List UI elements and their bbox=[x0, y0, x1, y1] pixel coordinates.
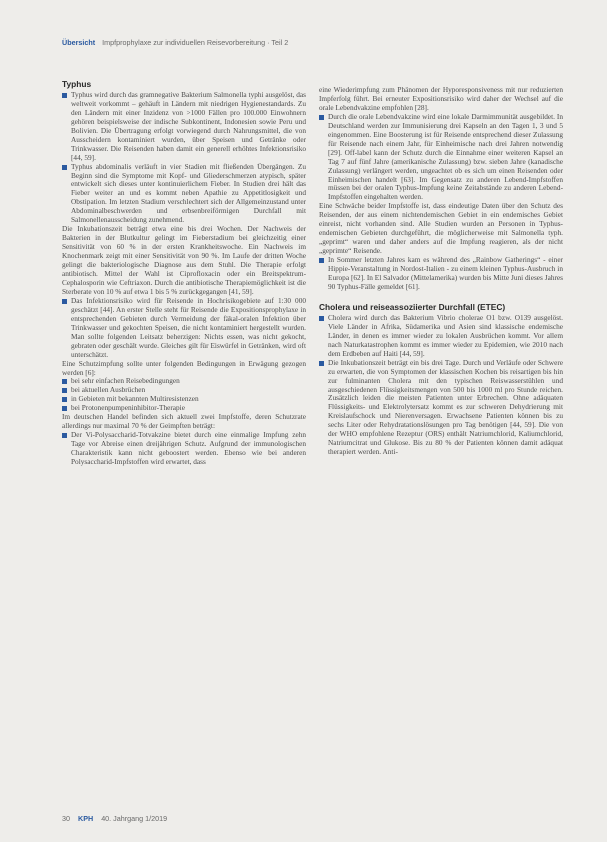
journal-issue: 40. Jahrgang 1/2019 bbox=[101, 814, 168, 823]
paragraph: Eine Schwäche beider Impfstoffe ist, dass eindeutige Daten über den Schutz des Reisenden, der aus einem nichtendemischen Gebiet in ein endemisches Gebiet einreist, nicht vorhanden sind. Alle Studien wurden an Personen in Typhus-endemischen Gebieten durchgeführt, die möglicherweise mit Salmonella typh. „geprimt“ waren und daher anders auf die Impfung reagieren, als der nicht „geprimte“ Reisende. bbox=[319, 201, 563, 256]
page-number: 30 bbox=[62, 814, 70, 823]
left-column bbox=[62, 80, 306, 467]
paragraph: Durch die orale Lebendvakzine wird eine lokale Darmimmunität ausgebildet. In Deutschland werden zur Immunisierung drei Kapseln an den Tagen 1, 3 und 5 eingenommen. Eine Boosterung ist für Reisende entsprechend dieser Zulassung für Reisende nach einem Jahr, für Einheimische nach drei Jahren notwendig [29]. Off-label kann der Schutz durch die Einnahme einer weiteren Kapsel an Tag 7 auf fünf Jahre (amerikanische Zulassung) bzw. sieben Jahre (kanadische Zulassung) verlängert werden, ungeachtet ob es sich um einen Reisenden oder Einheimischen handelt [63]. Im Gegensatz zu anderen Lebend-Impfstoffen müssen bei der oralen Typhus-Impfung keine Zeitabstände zu anderen Lebend-Impfstoffen eingehalten werden. bbox=[319, 113, 563, 203]
paragraph: Typhus wird durch das gramnegative Bakterium Salmonella typhi ausgelöst, das weltweit vorkommt – gehäuft in Ländern mit niedrigen Hygienestandards. Zu den Ländern mit einer Inzidenz von >1000 Fällen pro 100.000 Einwohnern gehören beispielsweise der indische Subkontinent, Indonesien sowie Peru und Bolivien. Die Übertragung erfolgt vorwiegend durch Nahrungsmittel, die von Ausscheidern kontaminiert wurden, über Speisen und Getränke oder Trinkwasser. Die Reisenden haben damit ein generell erhöhtes Infektionsrisiko [44, 59]. bbox=[62, 91, 306, 163]
bullet-marker bbox=[319, 361, 324, 366]
bullet-marker bbox=[319, 258, 324, 263]
paragraph: eine Wiederimpfung zum Phänomen der Hyporesponsiveness mit nur reduzierten Impferfolg führt. Bei erneuter Expositionsrisiko wird daher der Wechsel auf die orale Lebendvakzine empfohlen [28]. bbox=[319, 85, 563, 112]
paragraph: Die Inkubationszeit beträgt etwa eine bis drei Wochen. Der Nachweis der Bakterien in der Blutkultur gelingt im Fieberstadium bei gleichzeitig einer Sensitivität von 60 % in der ersten Krankheitswoche. Ein Nachweis im Knochenmark zeigt mit einer Sensitivität von 90 %. Im Laufe der dritten Woche gelingt die bakteriologische Diagnose aus dem Stuhl. Die Therapie erfolgt antibiotisch. Mittel der Wahl ist Ciprofloxacin oder ein Breitspektrum-Cephalosporin wie Ceftriaxon. Durch die antibiotische Therapiemöglichkeit ist die Sterberate von 10 % auf etwa 1 bis 5 % zurückgegangen [41, 59]. bbox=[62, 224, 306, 296]
paragraph: Typhus abdominalis verläuft in vier Stadien mit fließenden Übergängen. Zu Beginn sind die Symptome mit Kopf- und Gliederschmerzen atypisch, später entwickelt sich dieses unter kontinuierlichem Fieber. In Studien drei hält das Fieber weiter an und es kommt neben Apathie zu Appetitlosigkeit und Obstipation. Im letzten Stadium verschlechtert sich der Allgemeinzustand unter Abdominalbeschwerden und erbsenbreiförmigen Durchfall mit Salmonellenausscheidung zunehmend. bbox=[62, 163, 306, 226]
list-item: bei sehr einfachen Reisebedingungen bbox=[62, 377, 306, 386]
list-item: bei Protonenpumpeninhibitor-Therapie bbox=[62, 404, 306, 413]
paragraph: In Sommer letzten Jahres kam es während des „Rainbow Gatherings“ - einer Hippie-Veranstaltung in Nordost-Italien - zu einem kleinen Typhus-Ausbruch in Europa [62]. In El Salvador (Mittelamerika) wurden bis Mitte Juni dieses Jahres 90 Typhus-Fälle gemeldet [61]. bbox=[319, 256, 563, 292]
bullet-marker bbox=[62, 397, 67, 402]
right-column bbox=[319, 86, 563, 457]
article-title: Impfprophylaxe zur individuellen Reisevorbereitung · Teil 2 bbox=[102, 38, 289, 47]
bullet-marker bbox=[62, 388, 67, 393]
bullet-marker bbox=[62, 93, 67, 98]
paragraph: Cholera wird durch das Bakterium Vibrio cholerae O1 bzw. O139 ausgelöst. Viele Länder in Afrika, Südamerika und Asien sind klassische endemische Länder, in denen es immer wieder zu lokalen Ausbrüchen kommt. Vor allem nach Naturkatastrophen kommt es immer wieder zu Epidemien, wie 2010 nach dem Erdbeben auf Haiti [44, 59]. bbox=[319, 314, 563, 359]
bullet-marker bbox=[319, 115, 324, 120]
bullet-marker bbox=[319, 316, 324, 321]
list-item: bei aktuellen Ausbrüchen bbox=[62, 386, 306, 395]
paragraph: Die Inkubationszeit beträgt ein bis drei Tage. Durch und Verläufe oder Schwere zu erwarten, die von Symptomen der klassischen Kochen bis reisartigen bis hin zur fulminanten Cholera mit den typischen Reiswasserstühlen und ausgeschiedenen Flüssigkeitsmengen von 500 bis 1000 ml pro Stunde reichen. Zusätzlich leiden die meisten Patienten unter Erbrechen. Ohne adäquaten Flüssigkeits- und Elektrolytersatz kommt es zur schweren Dehydrierung mit Kreislaufschock und Nierenversagen. Erwachsene Patienten können bis zu sechs Liter oder Rehydratationslösungen pro Tag benötigen [44, 59]. Die von der WHO empfohlene Rezeptur (ORS) enthält Natriumchlorid, Kaliumchlorid, Natriumcitrat und Glukose. Bis zu 80 % der Patienten können damit adäquat therapiert werden. Anti- bbox=[319, 359, 563, 457]
paragraph: Der Vi-Polysaccharid-Totvakzine bietet durch eine einmalige Impfung zehn Tage vor Abreise einen dreijährigen Schutz. Aufgrund der immunologischen Charakteristik kann nicht geboostert werden. Ebenso wie bei anderen Polysaccharid-Impfstoffen wird erwartet, dass bbox=[62, 431, 306, 467]
heading-typhus: Typhus bbox=[62, 79, 92, 89]
indication-list bbox=[62, 377, 306, 413]
bullet-marker bbox=[62, 406, 67, 411]
list-item: in Gebieten mit bekannten Multiresistenzen bbox=[62, 395, 306, 404]
paragraph: Im deutschen Handel befinden sich aktuell zwei Impfstoffe, deren Schutzrate allerdings nur maximal 70 % der Geimpften beträgt: bbox=[62, 412, 306, 431]
page-footer bbox=[62, 814, 362, 823]
bullet-marker bbox=[62, 165, 67, 170]
bullet-marker bbox=[62, 433, 67, 438]
paragraph: Eine Schutzimpfung sollte unter folgenden Bedingungen in Erwägung gezogen werden [6]: bbox=[62, 358, 306, 377]
bullet-marker bbox=[62, 379, 67, 384]
section-label: Übersicht bbox=[62, 38, 96, 47]
running-header bbox=[62, 38, 562, 47]
paragraph: Das Infektionsrisiko wird für Reisende in Hochrisikogebiete auf 1:30 000 geschätzt [44]. An erster Stelle steht für Reisende die Expositionsprophylaxe in entsprechenden Gebieten durch Vermeidung der fäkal-oralen Infektion über Trinkwasser und gekochten Speisen, die nicht kontaminiert hergestellt wurden. Man sollte folgenden Leitsatz beherzigen: Nichts essen, was nicht gekocht, gebraten oder geschält wurde. Gleiches gilt für Eiswürfel in Getränken, wird oft unterschätzt. bbox=[62, 297, 306, 360]
journal-name: KPH bbox=[78, 814, 94, 823]
heading-cholera: Cholera und reiseassoziierter Durchfall (ETEC) bbox=[319, 301, 506, 312]
bullet-marker bbox=[62, 299, 67, 304]
